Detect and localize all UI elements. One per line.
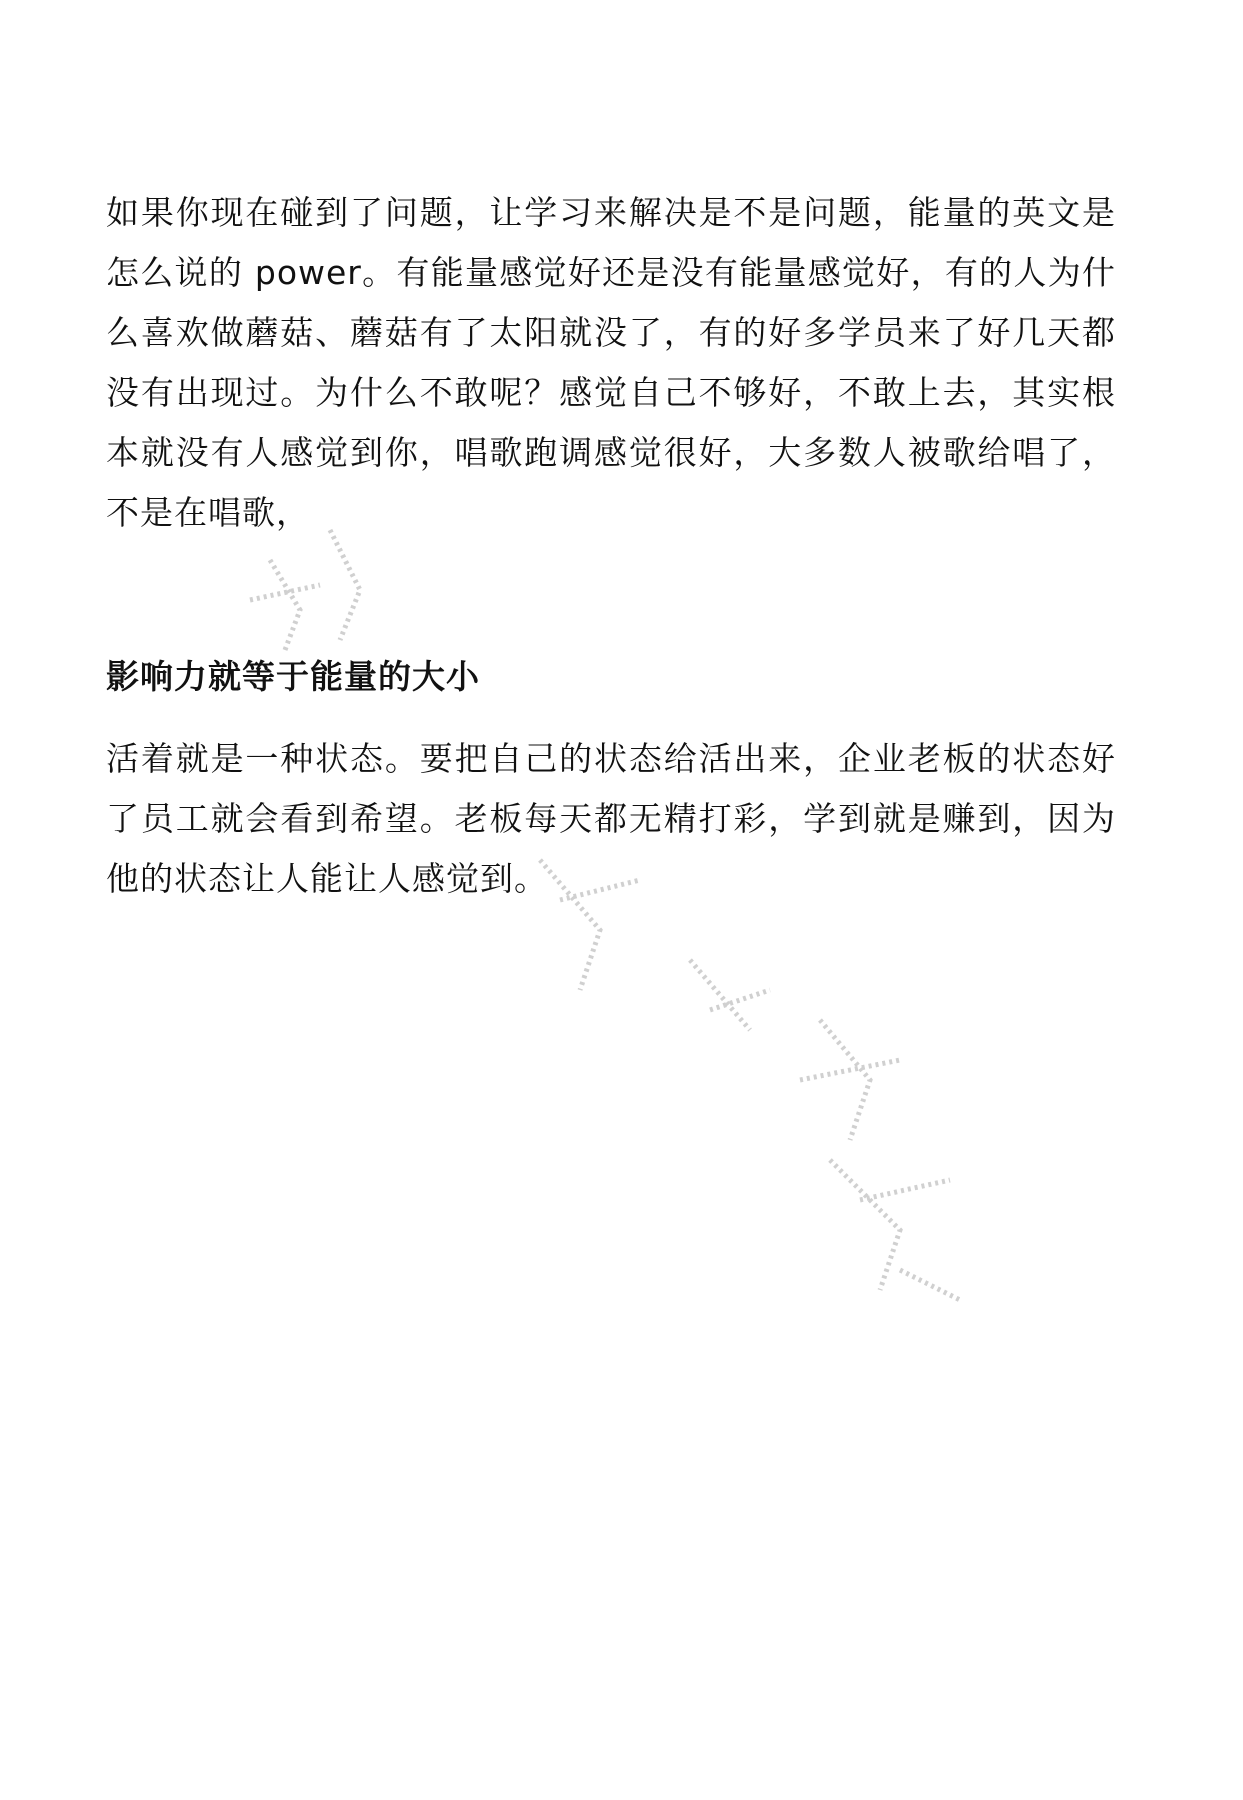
document-body bbox=[106, 183, 1116, 909]
body-paragraph: 活着就是一种状态。要把自己的状态给活出来，企业老板的状态好了员工就会看到希望。老板每天都无精打彩，学到就是赚到，因为他的状态让人能让人感觉到。 bbox=[106, 739, 1116, 898]
body-paragraph: 如果你现在碰到了问题，让学习来解决是不是问题，能量的英文是怎么说的 power。有能量感觉好还是没有能量感觉好，有的人为什么喜欢做蘑菇、蘑菇有了太阳就没了，有的好多学员来了好几天都没有出现过。为什么不敢呢？感觉自己不够好，不敢上去，其实根本就没有人感觉到你，唱歌跑调感觉很好，大多数人被歌给唱了，不是在唱歌， bbox=[106, 193, 1116, 532]
section-heading: 影响力就等于能量的大小 bbox=[106, 657, 480, 696]
